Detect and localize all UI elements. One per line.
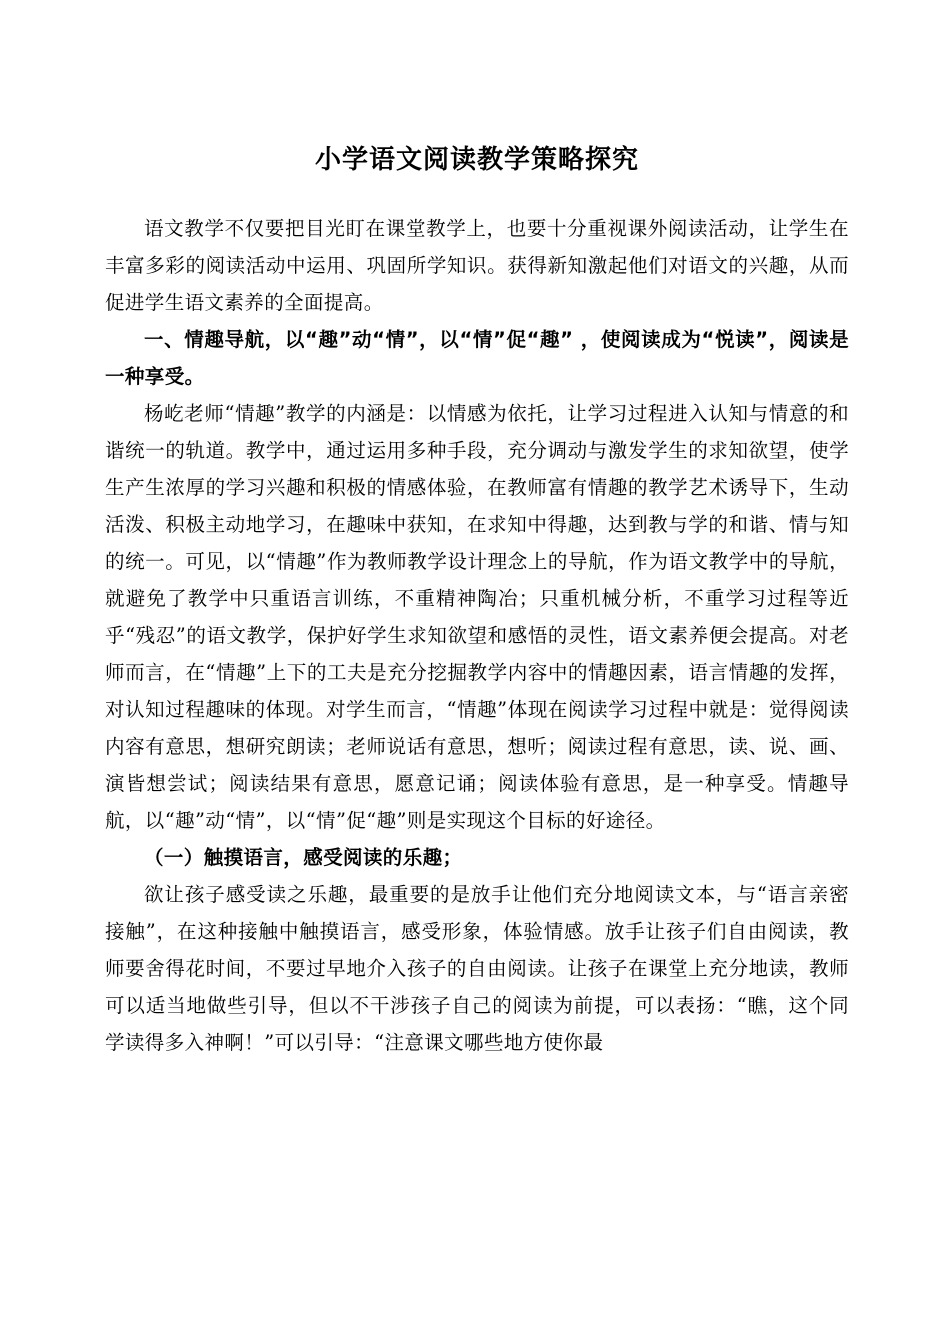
section-heading-1: 一、情趣导航，以“趣”动“情”，以“情”促“趣” ，使阅读成为“悦读”，阅读是一种享受。: [105, 328, 849, 388]
body-paragraph-2: 欲让孩子感受读之乐趣，最重要的是放手让他们充分地阅读文本，与“语言亲密接触”，在这种接触中触摸语言，感受形象，体验情感。放手让孩子们自由阅读，教师要舍得花时间，不要过早地介入孩子的自由阅读。让孩子在课堂上充分地读，教师可以适当地做些引导，但以不干涉孩子自己的阅读为前提，可以表扬：“瞧，这个同学读得多入神啊！”可以引导：“注意课文哪些地方使你最: [105, 883, 849, 1054]
intro-paragraph: 语文教学不仅要把目光盯在课堂教学上，也要十分重视课外阅读活动，让学生在丰富多彩的阅读活动中运用、巩固所学知识。获得新知激起他们对语文的兴趣，从而促进学生语文素养的全面提高。: [105, 217, 849, 314]
subsection-heading-1: （一）触摸语言，感受阅读的乐趣；: [144, 846, 463, 869]
body-paragraph-1: 杨屹老师“情趣”教学的内涵是：以情感为依托，让学习过程进入认知与情意的和谐统一的轨道。教学中，通过运用多种手段，充分调动与激发学生的求知欲望，使学生产生浓厚的学习兴趣和积极的情感体验，在教师富有情趣的教学艺术诱导下，生动活泼、积极主动地学习，在趣味中获知，在求知中得趣，达到教与学的和谐、情与知的统一。可见，以“情趣”作为教师教学设计理念上的导航，作为语文教学中的导航，就避免了教学中只重语言训练，不重精神陶冶；只重机械分析，不重学习过程等近乎“残忍”的语文教学，保护好学生求知欲望和感悟的灵性，语文素养便会提高。对老师而言，在“情趣”上下的工夫是充分挖掘教学内容中的情趣因素，语言情趣的发挥，对认知过程趣味的体现。对学生而言，“情趣”体现在阅读学习过程中就是：觉得阅读内容有意思，想研究朗读；老师说话有意思，想听；阅读过程有意思，读、说、画、演皆想尝试；阅读结果有意思，愿意记诵；阅读体验有意思，是一种享受。情趣导航，以“趣”动“情”，以“情”促“趣”则是实现这个目标的好途径。: [105, 402, 849, 832]
document-page: [105, 140, 849, 1061]
document-title: 小学语文阅读教学策略探究: [314, 145, 639, 175]
